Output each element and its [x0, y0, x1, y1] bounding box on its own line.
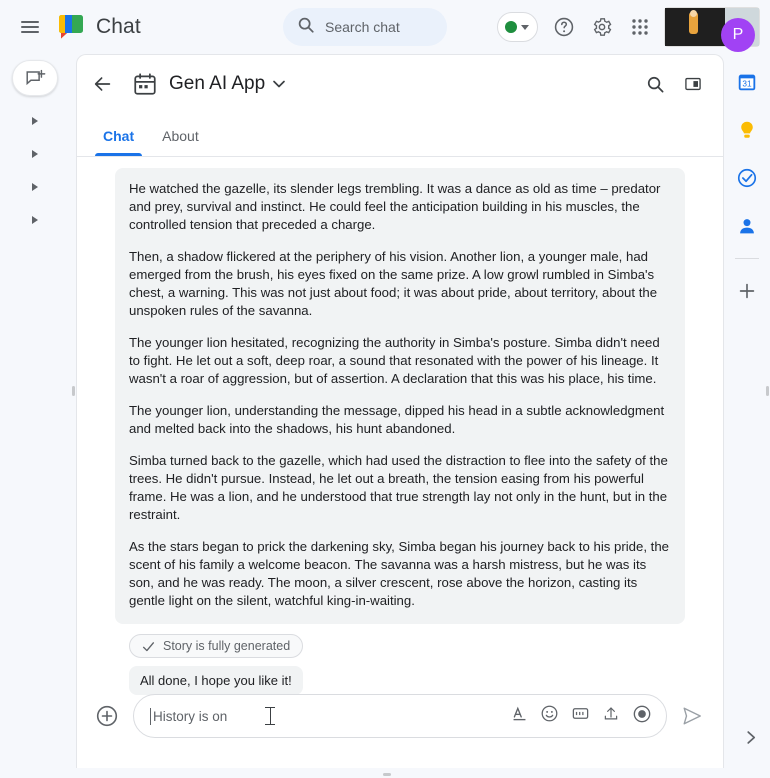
text-cursor-icon	[265, 707, 275, 725]
avatar[interactable]: P	[721, 18, 755, 52]
message-paragraph: Simba turned back to the gazelle, which had used the distraction to flee into the safety of the trees. He didn't pursue. Instead, he let out a breath, the tension easing from his powerful frame. He was a lion, and he understood that true strength lay not only in the hunt, but in the restraint.	[129, 453, 668, 522]
chevron-right-icon	[745, 731, 758, 744]
keep-app-icon	[736, 119, 758, 141]
message-bubble-final: All done, I hope you like it!	[129, 666, 303, 695]
message-paragraph: Then, a shadow flickered at the periphery of his vision. Another lion, a younger male, had emerged from the brush, his eyes fixed on the same prize. A low growl rumbled in Simba's chest, a warning. This was not just about food; it was about pride, about territory, about the unspoken rules of the savanna.	[129, 249, 658, 318]
split-panel-icon	[683, 74, 703, 94]
calendar-app-icon	[736, 71, 758, 93]
video-preview-thumbnail[interactable]	[664, 7, 760, 47]
new-chat-button[interactable]	[12, 60, 58, 96]
message-composer	[77, 680, 723, 768]
expand-side-panel-button[interactable]	[738, 724, 764, 750]
video-record-icon[interactable]	[632, 704, 652, 729]
help-icon	[553, 16, 575, 38]
tab-chat[interactable]: Chat	[89, 128, 148, 156]
sidebar-item-calendar[interactable]	[727, 62, 767, 102]
plus-circle-icon	[95, 704, 119, 728]
top-bar-actions	[497, 7, 760, 47]
rail-section-toggle-spaces[interactable]	[28, 180, 42, 194]
emoji-icon[interactable]	[540, 704, 559, 728]
svg-text:31: 31	[742, 79, 752, 89]
chevron-down-icon[interactable]	[273, 75, 285, 93]
tab-about[interactable]: About	[162, 128, 199, 144]
tasks-app-icon	[736, 167, 758, 189]
divider	[735, 258, 759, 259]
chat-logo-icon	[56, 12, 86, 42]
message-list[interactable]	[77, 158, 723, 688]
sidebar-item-contacts[interactable]	[727, 206, 767, 246]
rail-section-toggle-home[interactable]	[28, 114, 42, 128]
rail-section-toggle-apps[interactable]	[28, 213, 42, 227]
send-button[interactable]	[673, 697, 711, 735]
right-side-panel	[724, 54, 770, 778]
search-placeholder: Search chat	[325, 19, 400, 35]
top-app-bar	[0, 0, 770, 54]
status-badge[interactable]	[497, 12, 538, 42]
composer-actions	[511, 704, 652, 729]
message-input-placeholder: History is on	[153, 708, 228, 724]
active-status-icon	[505, 21, 517, 33]
help-button[interactable]	[546, 9, 582, 45]
status-badge-label: Story is fully generated	[163, 639, 291, 653]
resize-handle-left[interactable]	[72, 386, 75, 396]
message-paragraph: The younger lion hesitated, recognizing the authority in Simba's posture. Simba didn't need to fight. He let out a soft, deep roar, a sound that resonated with the power of his lineage. It wasn't a roar of aggression, but of assertion. A declaration that this was his place, his time.	[129, 335, 660, 386]
message-paragraph: The younger lion, understanding the message, dipped his head in a subtle acknowledgment and melted back into the shadows, his hunt abandoned.	[129, 403, 665, 436]
person-head	[690, 10, 697, 17]
text-caret	[150, 708, 151, 725]
plus-icon	[736, 280, 758, 302]
sidebar-item-keep[interactable]	[727, 110, 767, 150]
search-input[interactable]	[283, 8, 447, 46]
message-paragraph: As the stars began to prick the darkening sky, Simba began his journey back to his pride, the scent of his family a welcome beacon. The savanna was a harsh mistress, but he was its son, and he was ready. The moon, a silver crescent, rose above the horizon, casting its gentle light on the silent, watchful king-in-waiting.	[129, 539, 670, 608]
search-icon	[646, 75, 665, 94]
chevron-down-icon	[521, 25, 529, 30]
split-view-button[interactable]	[675, 66, 711, 102]
add-attachment-button[interactable]	[89, 698, 125, 734]
search-conversation-button[interactable]	[637, 66, 673, 102]
conversation-panel	[76, 54, 724, 768]
conversation-tabs	[77, 113, 723, 157]
gear-icon	[591, 16, 613, 38]
message-input[interactable]	[133, 694, 667, 738]
back-button[interactable]	[85, 66, 121, 102]
status-badge	[129, 634, 303, 658]
product-title: Chat	[96, 15, 141, 38]
main-menu-button[interactable]	[10, 7, 50, 47]
apps-grid-icon	[630, 17, 650, 37]
new-chat-icon	[24, 67, 46, 89]
settings-button[interactable]	[584, 9, 620, 45]
conversation-header-actions	[637, 66, 711, 102]
message-bubble-assistant	[115, 168, 685, 624]
message-paragraph: He watched the gazelle, its slender legs trembling. It was a dance as old as time – predator and prey, survival and instinct. He could feel the anticipation building in his muscles, the controlled tension that preceded a charge.	[129, 181, 661, 232]
page-title: Gen AI App	[169, 73, 266, 94]
calendar-icon	[131, 70, 159, 98]
resize-handle-bottom[interactable]	[383, 773, 391, 776]
search-container	[283, 8, 447, 46]
send-icon	[681, 705, 703, 727]
conversation-header	[77, 55, 723, 113]
contacts-app-icon	[736, 215, 758, 237]
brand	[56, 12, 141, 42]
arrow-left-icon	[92, 73, 114, 95]
check-icon	[142, 640, 155, 653]
sidebar-item-tasks[interactable]	[727, 158, 767, 198]
search-icon	[297, 16, 315, 39]
hamburger-icon	[21, 18, 39, 36]
format-text-icon[interactable]	[511, 705, 528, 727]
gif-icon[interactable]	[571, 704, 590, 728]
rail-section-toggle-dms[interactable]	[28, 147, 42, 161]
left-rail	[0, 54, 74, 778]
upload-icon[interactable]	[602, 705, 620, 728]
add-addon-button[interactable]	[727, 271, 767, 311]
google-apps-button[interactable]	[622, 9, 658, 45]
